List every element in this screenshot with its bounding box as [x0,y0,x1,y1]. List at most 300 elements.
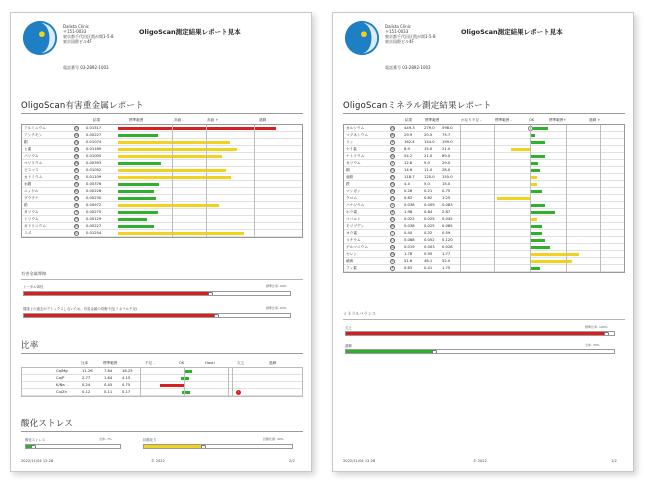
element-symbol-icon: Ca [391,127,395,130]
warning-icon: ! [237,391,240,394]
mineral-range-high: 2.87 [442,210,451,215]
mineral-range-low: 0.95 [424,252,433,257]
table-row [344,209,624,216]
clinic-name: Dalista Clinic [63,24,89,29]
mineral-name: クロム [346,196,358,201]
mineral-value: 0.62 [404,196,413,201]
metal-value: 0.00226 [86,189,102,194]
table-row [22,368,302,375]
table-row [22,153,302,160]
metal-level-bar [118,176,231,179]
mineral-level-bar [530,155,545,158]
ratio-divider [21,353,303,354]
grid-line [460,125,461,272]
mineral-range-low: 48.1 [424,259,433,264]
report-title: OligoScan測定結果レポート見本 [461,28,563,36]
metal-level-bar [118,155,222,158]
table-row [344,216,624,223]
clinic-address-line1: 東京都千代田区霞が関1-5-8 [385,34,436,39]
table-row [344,230,624,237]
mineral-name: マグネシウム [346,133,369,138]
mineral-range-high: 0.083 [442,203,453,208]
header-high: 標準範囲+ [549,118,567,122]
table-row [22,389,302,396]
mineral-level-bar [530,253,579,256]
element-symbol-icon: Mg [391,134,395,137]
ratio-table [21,359,303,397]
mineral-level-bar [530,204,545,207]
mineral-level-bar [530,218,537,221]
mineral-range-high: 89.0 [442,154,451,159]
element-symbol-icon: K [391,162,394,165]
element-symbol-icon: Th [75,218,79,221]
table-row [344,125,624,132]
ratio-value: 0.12 [82,390,91,395]
metal-name: 水銀 [24,182,32,187]
table-row [344,202,624,209]
mineral-range-low: 0.82 [424,196,433,201]
table-row [344,188,624,195]
element-symbol-icon: As [75,148,79,151]
metal-level-bar [118,232,244,235]
ratio-range-low: 0.11 [104,390,113,395]
table-row [22,216,302,223]
element-symbol-icon: Tl [75,211,78,214]
oxidative-divider [21,431,303,432]
metal-value: 0.01074 [86,140,102,145]
element-symbol-icon: B [391,211,394,214]
element-symbol-icon: S [391,260,394,263]
antioxidant-percent: 抗酸化値: 40% [263,437,284,441]
ratio-rows [21,367,303,397]
mineral-level-bar [530,190,542,193]
metal-name: ベリリウム [24,161,43,166]
element-symbol-icon: Ge [391,246,395,249]
oxidative-stress-percent: 全体: 7% [99,437,112,441]
footer-page-number: 1/2 [611,459,617,463]
ratio-header-range: 標準範囲 [103,361,118,365]
table-row [344,174,624,181]
element-symbol-icon: Cu [391,169,395,172]
metal-value: 0.01189 [86,147,102,152]
table-row [22,382,302,389]
antioxidant-gauge [143,444,293,449]
mineral-name: モリブデン [346,224,365,229]
element-symbol-icon: Li [391,239,394,242]
ratio-range-high: 0.17 [122,390,131,395]
header-range: 標準範囲 [129,118,144,122]
clinic-address-block [63,24,143,44]
metal-level-bar [118,127,276,130]
gauge-fill [346,350,434,353]
table-row [22,209,302,216]
mineral-level-bar [530,176,537,179]
table-row [22,223,302,230]
element-symbol-icon: Co [391,218,395,221]
ratio-level-bar [181,377,189,380]
element-symbol-icon: Cr [391,197,394,200]
mineral-name: ナトリウム [346,154,365,159]
header-result: 結果 [405,118,413,122]
ratio-level-bar [160,384,184,387]
header-excess: 過剰 + [589,118,601,122]
mineral-range-high: 0.045 [442,217,453,222]
grid-line [206,125,207,237]
metal-name: ヒ素 [24,147,32,152]
metal-value: 0.00227 [86,133,102,138]
gauge-percent: 標準比率: 94% [266,284,287,288]
table-row [22,146,302,153]
mineral-range-high: 21.0 [442,147,451,152]
mineral-range-high: 28.0 [442,168,451,173]
mineral-range-low: 11.0 [424,168,433,173]
mineral-value: 29.9 [404,133,413,138]
metal-name: トリウム [24,217,39,222]
mineral-value: 51.6 [404,259,413,264]
mineral-value: 1.98 [404,210,413,215]
mineral-range-low: 0.41 [424,266,433,271]
element-symbol-icon: Se [391,253,395,256]
mineral-value: 0.038 [404,224,415,229]
gauge-knob [214,314,219,318]
element-symbol-icon: Si [391,148,394,151]
table-row [344,265,624,272]
metal-name: バリウム [24,154,39,159]
mineral-value: 8.9 [404,147,410,152]
mineral-value: 0.019 [404,245,415,250]
mineral-range-low: 0.003 [424,245,435,250]
metal-name: カドミウム [24,175,43,180]
gauge-fill [346,332,606,335]
clinic-logo-icon [343,19,381,57]
mineral-level-bar [511,148,530,151]
mineral-name: コバルト [346,217,361,222]
gauge-track [345,331,615,336]
mineral-value: 162.4 [404,140,415,145]
ratio-header-note: 過剰 [269,361,277,365]
header-high: 高値 - [174,118,184,122]
mineral-range-low: 0.21 [424,189,433,194]
mineral-name: マンガン [346,189,361,194]
mineral-value: 14.6 [404,168,413,173]
mineral-name: カリウム [346,161,361,166]
mineral-range-low: 144.0 [424,140,435,145]
mineral-value: 0.28 [404,189,413,194]
mineral-range-low: 0.052 [424,238,435,243]
ratio-header-ok: OK [179,361,185,365]
mineral-level-bar [530,127,548,130]
metal-level-bar [118,183,159,186]
metal-level-bar [118,141,230,144]
mineral-name: 亜鉛 [346,175,354,180]
gauge-percent: 標準比率: 100% [585,325,608,329]
header-very-high: 高値 + [207,118,219,122]
element-symbol-icon: Fe [391,183,394,186]
element-symbol-icon: Ag [75,141,79,144]
mineral-range-low: 0.025 [424,224,435,229]
element-symbol-icon: P [391,141,394,144]
mineral-level-bar [530,183,537,186]
antioxidant-label: 抗酸化力 [143,438,157,442]
footer-date: 2022/11/04 12:28 [21,459,54,463]
ratio-header-high: Hauti [205,361,215,365]
table-row [344,153,624,160]
metal-value: 0.01254 [86,231,102,236]
ratio-name: Ca/Mg [56,369,68,374]
table-row [22,160,302,167]
mineral-value: 0.038 [404,203,415,208]
mineral-value: 0.088 [404,238,415,243]
element-symbol-icon: Zn [391,176,395,179]
gauge-label: 欠乏 [345,326,352,330]
metal-name: タリウム [24,210,39,215]
mineral-name: ホウ素 [346,210,358,215]
element-symbol-icon: Pb [75,204,79,207]
mineral-level-bar [530,211,555,214]
mineral-name: 銅 [346,168,350,173]
gauge-knob [208,292,213,296]
mineral-level-bar [530,141,545,144]
mineral-range-low: 0.84 [424,210,433,215]
clinic-address-block [385,24,465,44]
grid-line [172,125,173,237]
oxidative-stress-label: 酸化ストレス [25,438,46,442]
heavy-metal-rows [21,124,303,238]
metal-value: 0.00393 [86,161,102,166]
mineral-range-high: 0.75 [442,189,451,194]
metal-name: アルミニウム [24,126,46,131]
mineral-range-high: 199.0 [442,140,453,145]
metal-level-bar [118,218,147,221]
mineral-level-bar [497,197,530,200]
metal-name: ガドリニウム [24,224,47,229]
report-header [21,19,303,69]
mineral-name: バナジウム [346,203,365,208]
mineral-value: 0.63 [404,266,413,271]
metal-value: 0.00129 [86,217,102,222]
metal-value: 0.00230 [86,196,102,201]
element-symbol-icon: Bi [75,169,78,172]
mineral-value: 12.8 [404,161,413,166]
table-row [344,139,624,146]
gauge-label: トータル毒性 [23,285,44,289]
gauge-label: 過剰 [345,344,352,348]
clinic-logo-icon [21,19,59,57]
table-row [344,167,624,174]
element-symbol-icon: Mo [391,225,395,228]
table-row [344,251,624,258]
ratio-header-result: 比率 [81,361,89,365]
grid-line [600,125,601,272]
mineral-level-bar [530,246,550,249]
mineral-name: カルシウム [346,126,365,131]
metal-name: 銀 [24,140,28,145]
table-row [22,188,302,195]
mineral-range-low: 20.5 [424,133,433,138]
mineral-range-high: 75.7 [442,133,451,138]
mineral-name: 鉄 [346,182,350,187]
ratio-level-bar [184,370,192,373]
element-symbol-icon: Pt [75,197,78,200]
grid-line [232,368,233,396]
mineral-range-low: 21.0 [424,154,433,159]
table-row [22,125,302,132]
gauge-knob [201,445,206,449]
gauge-knob [432,350,437,354]
report-page-heavy-metals [10,12,312,472]
ratio-range-low: 0.45 [104,383,113,388]
header-range: 標準範囲 [425,118,440,122]
table-row [22,375,302,382]
mineral-level-bar [530,225,542,228]
metal-level-bar [118,197,156,200]
mineral-range-low: 0.025 [424,217,435,222]
metal-value: 0.01517 [86,126,102,131]
table-row [344,244,624,251]
metal-name: 鉛 [24,203,28,208]
ratio-name: Ca/P [56,376,65,381]
metal-level-bar [118,211,158,214]
element-symbol-icon: Ni [75,190,78,193]
ratio-value: 2.77 [82,376,91,381]
mineral-range-low: 0.009 [424,203,435,208]
clinic-postal: 〒151-0033 [385,29,409,34]
ratio-range-high: 0.75 [122,383,131,388]
mineral-level-bar [530,169,540,172]
table-row [22,230,302,237]
gauge-fill [24,292,210,295]
mineral-level-bar [530,239,545,242]
ratio-header-excess: 欠乏 [237,361,245,365]
report-header [343,19,625,69]
header-ok: OK [529,118,535,122]
header-low: かなり不足 - [461,118,482,122]
grid-line [254,125,255,237]
gauge-fill [144,445,203,448]
footer-copyright: © 2022 [473,459,487,463]
metal-value: 0.00376 [86,182,102,187]
gauge-percent: 全体: 33% [585,343,600,347]
mineral-range-high: 15.0 [442,182,451,187]
table-row [344,237,624,244]
section-divider [21,113,303,114]
metal-value: 0.00275 [86,210,102,215]
element-symbol-icon: Gd [75,225,79,228]
header-low2: 標準範囲 - [495,118,512,122]
gauge-label: 健康上の過去がデトックスしないため、有害金属の均衡不良(ミネラル不足) [23,307,138,311]
metal-level-bar [118,134,158,137]
section-title-ratio: 比率 [21,341,39,351]
mineral-name: リチウム [346,238,361,243]
element-symbol-icon: Al [75,127,78,130]
mineral-balance-title: ミネラルバランス [343,311,376,316]
mineral-name: 硫黄 [346,259,354,264]
table-row [344,160,624,167]
metal-level-bar [118,225,154,228]
mineral-name: セレン [346,252,357,257]
gauge-knob [604,332,609,336]
metal-name: ニッケル [24,189,39,194]
toxic-balance-title: 有害金属摩擦 [21,271,47,276]
mineral-value: 118.7 [404,175,415,180]
table-row [344,132,624,139]
clinic-address-line2: 東京国際ビル4F [385,39,414,44]
table-row [344,195,624,202]
table-row [22,181,302,188]
clinic-address-line2: 東京国際ビル4F [63,39,92,44]
gauge-percent: 標準比率: 93% [266,306,287,310]
mineral-range-high: 29.0 [442,161,451,166]
header-excess: 過剰 [259,118,267,122]
table-row [22,167,302,174]
ratio-table-header [21,359,303,367]
table-row [22,202,302,209]
mineral-range-low: 15.0 [424,147,433,152]
ratio-header-low: 不足 - [145,361,155,365]
ratio-range-high: 4.15 [122,376,131,381]
header-result: 結果 [93,118,101,122]
heavy-metal-table-header [21,116,303,124]
mineral-range-low: 279.0 [424,126,435,131]
mineral-name: ゲルマニウム [346,245,369,250]
gauge-track [23,291,291,296]
mineral-range-low: 0.32 [424,231,433,236]
mineral-value: 0.40 [404,231,413,236]
table-row [22,132,302,139]
mineral-name: ケイ素 [346,147,357,152]
clinic-address-line1: 東京都千代田区霞が関1-5-8 [63,34,114,39]
table-row [344,258,624,265]
clinic-postal: 〒151-0033 [63,29,87,34]
metal-level-bar [118,162,161,165]
table-row [344,223,624,230]
metal-value: 0.00227 [86,224,102,229]
metal-name: アンチモン [24,133,43,138]
grid-line [228,368,229,396]
mineral-name: ヨウ素 [346,231,358,236]
mineral-range-high: 0.59 [442,231,451,236]
gauge-track [345,349,615,354]
mineral-value: 54.2 [404,154,413,159]
mineral-range-high: 1.77 [442,252,451,257]
mineral-range-high: 598.0 [442,126,453,131]
clinic-name: Dalista Clinic [385,24,411,29]
table-row [22,139,302,146]
mineral-range-high: 0.028 [442,245,453,250]
element-symbol-icon: Mn [391,190,395,193]
table-row [22,195,302,202]
section-title-oxidative-stress: 酸化ストレス [21,419,73,429]
mineral-level-bar [530,162,538,165]
mineral-range-low: 9.0 [424,161,430,166]
oxidative-stress-gauge [25,444,121,449]
metal-level-bar [118,148,237,151]
mineral-value: 1.78 [404,252,413,257]
element-symbol-icon: Ba [75,155,79,158]
ratio-value: 0.24 [82,383,91,388]
ratio-name: K/Na [56,383,65,388]
gauge-fill [24,314,216,317]
mineral-value: 449.3 [404,126,415,131]
metal-value: 0.01052 [86,168,102,173]
table-row [344,181,624,188]
report-title: OligoScan測定結果レポート見本 [139,28,241,36]
mineral-value: 0.022 [404,217,415,222]
footer-page-number: 2/2 [289,459,295,463]
metal-name: ビスマス [24,168,39,173]
element-symbol-icon: Hg [75,183,79,186]
gauge-knob [31,445,36,449]
